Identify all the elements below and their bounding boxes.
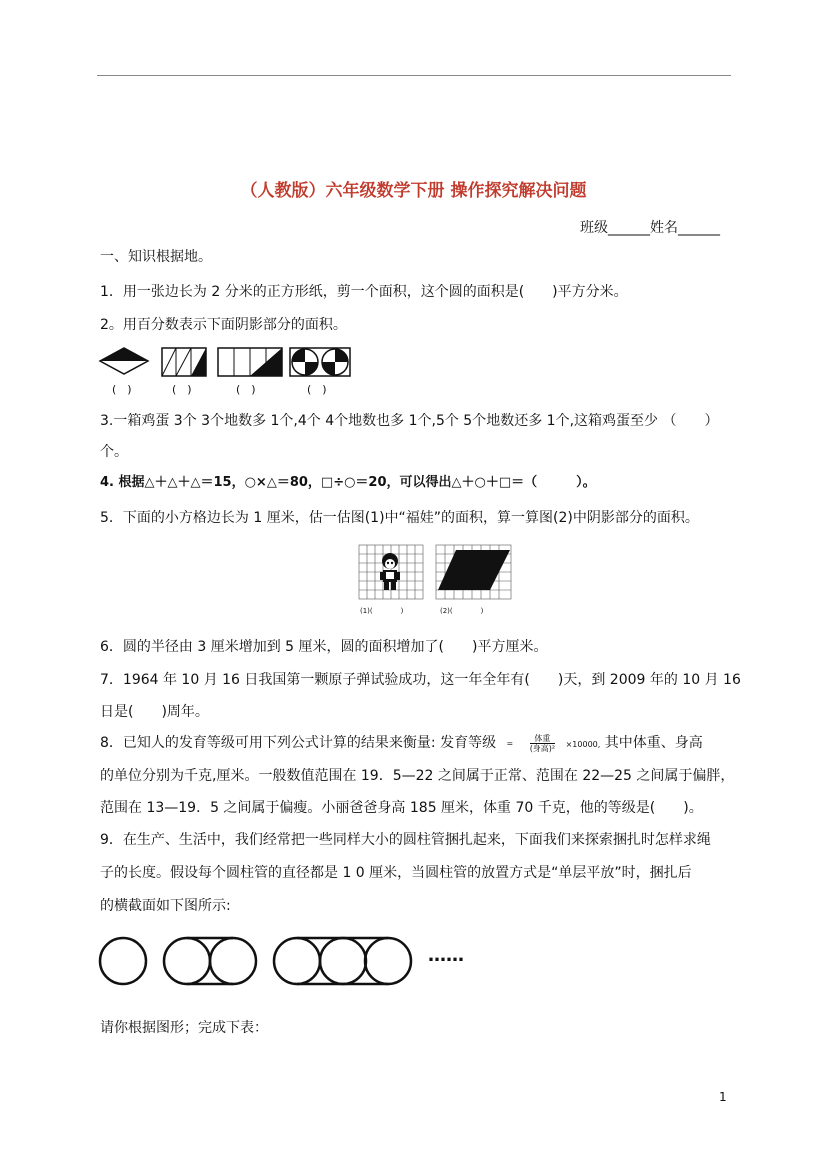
question-6: 6．圆的半径由 3 厘米增加到 5 厘米，圆的面积增加了( )平方厘米。 — [100, 639, 548, 655]
q8-text-b: 其中体重、身高 — [604, 735, 703, 751]
pipe-group-3 — [274, 938, 411, 984]
question-2: 2。用百分数表示下面阴影部分的面积。 — [100, 317, 347, 333]
question-8-line3: 范围在 13—19．5 之间属于偏瘦。小丽爸爸身高 185 厘米，体重 70 千克，他的等级是( )。 — [100, 800, 703, 816]
question-7-line2: 日是( )周年。 — [100, 704, 209, 720]
header-rule — [97, 75, 731, 76]
q2-figure-2 — [162, 348, 206, 376]
development-formula — [507, 739, 514, 748]
pipe-group-2 — [164, 938, 256, 984]
formula-denominator: (身高)² — [529, 743, 556, 753]
q2-figure-1 — [100, 348, 148, 374]
question-3-line2: 个。 — [100, 444, 128, 460]
question-9-line3: 的横截面如下图所示: — [100, 898, 231, 914]
page-number: 1 — [719, 1090, 727, 1104]
question-1: 1．用一张边长为 2 分米的正方形纸，剪一个面积，这个圆的面积是( )平方分米。 — [100, 284, 628, 300]
formula-numerator: 体重 — [530, 734, 555, 744]
q8-text-a: 8．已知人的发育等级可用下列公式计算的结果来衡量: 发育等级 — [100, 735, 497, 751]
continuation-dots: …… — [428, 945, 464, 966]
q2-blank-4[interactable]: ( ) — [307, 383, 327, 396]
question-9-line1: 9．在生产、生活中，我们经常把一些同样大小的圆柱管捆扎起来，下面我们来探索捆扎时怎样求绳 — [100, 832, 711, 848]
question-8-line2: 的单位分别为千克,厘米。一般数值范围在 19．5—22 之间属于正常、范围在 22—25 之间属于偏胖， — [100, 768, 735, 784]
page-title: （人教版）六年级数学下册 操作探究解决问题 — [240, 181, 587, 201]
formula-equals: = — [506, 738, 514, 748]
question-7-line1: 7．1964 年 10 月 16 日我国第一颗原子弹试验成功，这一年全年有( )天，到 2009 年的 10 月 16 — [100, 672, 741, 688]
formula-tail: ×10000, — [565, 740, 601, 749]
q2-figure-3 — [218, 348, 282, 376]
pipe-group-1 — [100, 938, 146, 984]
q2-blank-2[interactable]: ( ) — [172, 383, 192, 396]
q5-caption-2: (2)( ) — [440, 607, 484, 615]
q9-pipe-figures — [98, 934, 418, 988]
q2-blank-3[interactable]: ( ) — [236, 383, 256, 396]
question-3-line1: 3.一箱鸡蛋 3个 3个地数多 1个,4个 4个地数也多 1个,5个 5个地数还多 1个,这箱鸡蛋至少 （ ） — [100, 413, 719, 429]
q2-figure-4 — [290, 348, 350, 376]
q2-blank-1[interactable]: ( ) — [112, 383, 132, 396]
q2-shaded-figures — [98, 344, 358, 378]
question-4: 4. 根据△＋△＋△＝15，○×△＝80，□÷○＝20，可以得出△＋○＋□＝（ ）。 — [100, 475, 596, 490]
question-9-line2: 子的长度。假设每个圆柱管的直径都是 1 0 厘米，当圆柱管的放置方式是“单层平放”时，捆扎后 — [100, 865, 692, 881]
question-8-line1 — [100, 733, 703, 755]
section-heading: 一、知识根据地。 — [100, 249, 212, 265]
class-name-line: 班级______姓名______ — [580, 220, 720, 236]
closing-instruction: 请你根据图形；完成下表： — [100, 1020, 268, 1036]
question-5: 5．下面的小方格边长为 1 厘米，估一估图(1)中“福娃”的面积，算一算图(2)中阴影部分的面积。 — [100, 510, 699, 526]
formula-fraction — [530, 734, 555, 753]
q5-caption-1: (1)( ) — [360, 607, 404, 615]
